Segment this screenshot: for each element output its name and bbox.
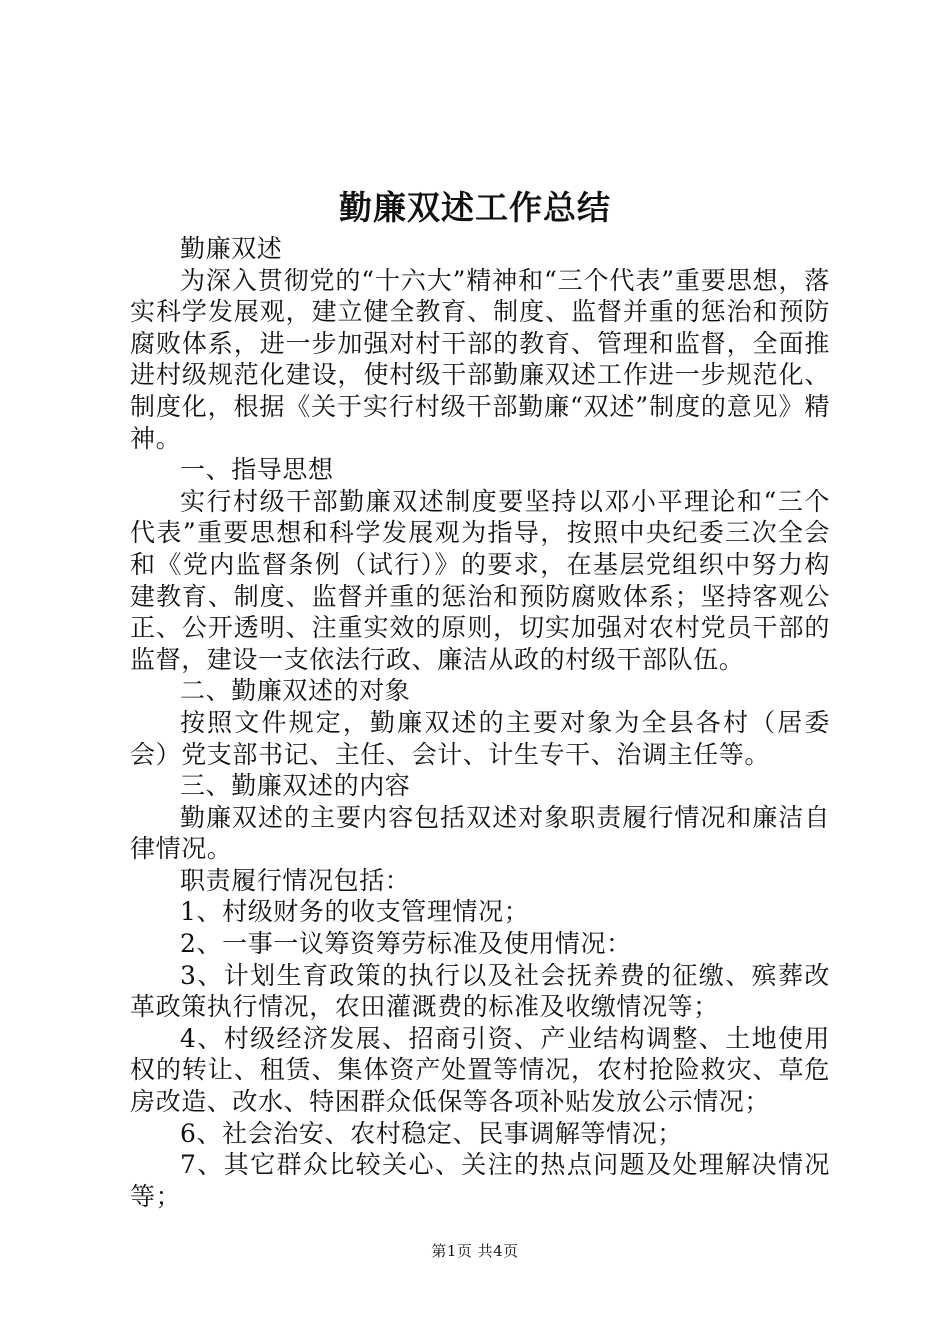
list-item: 1、村级财务的收支管理情况；: [180, 897, 530, 927]
list-item: 4、村级经济发展、招商引资、产业结构调整、土地使用权的转让、租赁、集体资产处置等情况，农村抢险救灾、草危房改造、改水、特困群众低保等各项补贴发放公示情况；: [130, 1023, 830, 1117]
paragraph: 为深入贯彻党的“十六大”精神和“三个代表”重要思想，落实科学发展观，建立健全教育、制度、监督并重的惩治和预防腐败体系，进一步加强对村干部的教育、管理和监督，全面推进村级规范化建设，使村级干部勤廉双述工作进一步规范化、制度化，根据《关于实行村级干部勤廉“双述”制度的意见》精神。: [130, 265, 830, 453]
section-heading: 二、勤廉双述的对象: [180, 676, 411, 706]
paragraph: 实行村级干部勤廉双述制度要坚持以邓小平理论和“三个代表”重要思想和科学发展观为指导，按照中央纪委三次全会和《党内监督条例（试行）》的要求，在基层党组织中努力构建教育、制度、监督并重的惩治和预防腐败体系；坚持客观公正、公开透明、注重实效的原则，切实加强对农村党员干部的监督，建设一支依法行政、廉洁从政的村级干部队伍。: [130, 486, 830, 674]
list-item: 6、社会治安、农村稳定、民事调解等情况；: [180, 1118, 683, 1148]
paragraph: 职责履行情况包括：: [180, 865, 411, 895]
list-item: 3、计划生育政策的执行以及社会抚养费的征缴、殡葬改革政策执行情况，农田灌溉费的标准及收缴情况等；: [130, 960, 830, 1022]
list-item: 2、一事一议筹资筹劳标准及使用情况：: [180, 929, 632, 959]
section-heading: 三、勤廉双述的内容: [180, 771, 411, 801]
paragraph: 勤廉双述: [180, 234, 283, 263]
paragraph: 按照文件规定，勤廉双述的主要对象为全县各村（居委会）党支部书记、主任、会计、计生专干、治调主任等。: [130, 707, 830, 769]
section-heading: 一、指导思想: [180, 455, 334, 485]
page-number-footer: 第1页 共4页: [431, 1242, 519, 1260]
list-item: 7、其它群众比较关心、关注的热点问题及处理解决情况等；: [130, 1150, 830, 1211]
document-title: 勤廉双述工作总结: [339, 188, 611, 227]
paragraph: 勤廉双述的主要内容包括双述对象职责履行情况和廉洁自律情况。: [130, 802, 830, 864]
document-body: [130, 233, 830, 1212]
